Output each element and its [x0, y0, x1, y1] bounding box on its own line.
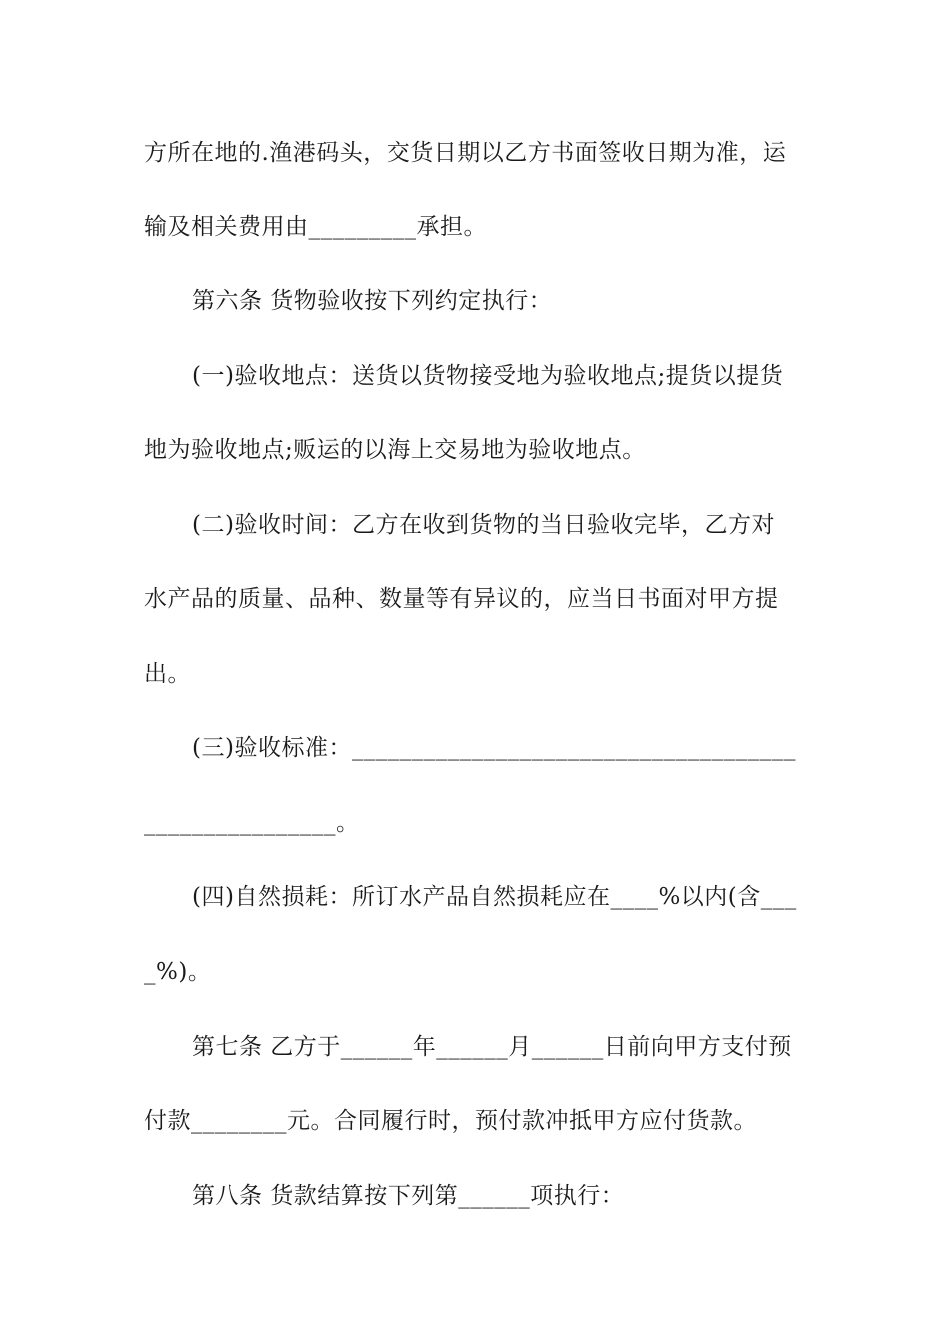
paragraph-line: 水产品的质量、品种、数量等有异议的，应当日书面对甲方提	[144, 586, 779, 612]
paragraph-line: (四)自然损耗：所订水产品自然损耗应在____%以内(含___	[192, 884, 797, 910]
paragraph-line: 输及相关费用由_________承担。	[144, 214, 487, 240]
paragraph-line: _%)。	[144, 959, 212, 985]
paragraph-line: (三)验收标准：_____________________________________	[192, 735, 796, 761]
paragraph-line: 方所在地的.渔港码头，交货日期以乙方书面签收日期为准，运	[144, 140, 787, 166]
article-seven-heading: 第七条 乙方于______年______月______日前向甲方支付预	[192, 1034, 792, 1060]
paragraph-line: (二)验收时间：乙方在收到货物的当日验收完毕，乙方对	[192, 512, 775, 538]
paragraph-line: (一)验收地点：送货以货物接受地为验收地点;提货以提货	[192, 363, 784, 389]
paragraph-line: 付款________元。合同履行时，预付款冲抵甲方应付货款。	[144, 1108, 757, 1134]
paragraph-line: 地为验收地点;贩运的以海上交易地为验收地点。	[144, 437, 646, 463]
paragraph-line: 出。	[144, 661, 191, 687]
paragraph-line: ________________。	[144, 810, 360, 836]
article-six-heading: 第六条 货物验收按下列约定执行：	[192, 288, 553, 314]
article-eight-heading: 第八条 货款结算按下列第______项执行：	[192, 1183, 625, 1209]
